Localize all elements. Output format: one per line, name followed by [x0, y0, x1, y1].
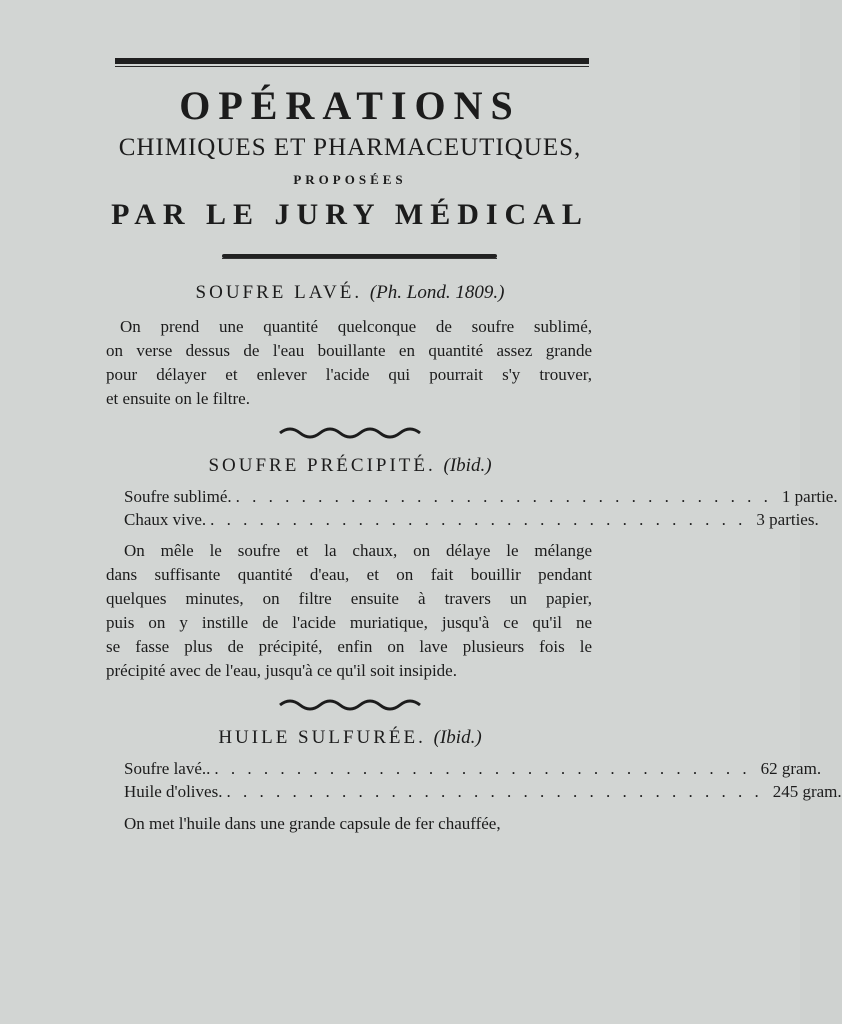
text-line: dans suffisante quantité d'eau, et on fait bouillir pendant [106, 565, 592, 584]
ingredient-qty: 1 partie. [781, 487, 838, 506]
text-line: On prend une quantité quelconque de soufre sublimé, [120, 317, 592, 336]
ingredient-row [124, 780, 842, 803]
title-proposees: PROPOSÉES [293, 172, 407, 187]
text-line: On mêle le soufre et la chaux, on délaye le mélange [124, 541, 592, 560]
ingredients-soufre-precipite [124, 485, 838, 531]
heading-soufre-precipite [0, 455, 700, 477]
paragraph-soufre-precipite [106, 539, 592, 683]
text-line: précipité avec de l'eau, jusqu'à ce qu'il soit insipide. [106, 661, 457, 680]
heading-text: SOUFRE PRÉCIPITÉ. [208, 455, 436, 476]
text-line: pour délayer et enlever l'acide qui pourrait s'y trouver, [106, 365, 592, 384]
title-operations: OPÉRATIONS [179, 83, 521, 128]
leader-dots: . . . . . . . . . . . . . . . . . . . . . . . . . . . . . . . . . [226, 782, 763, 801]
text-line: puis on y instille de l'acide muriatique, jusqu'à ce qu'il ne [106, 613, 592, 632]
top-double-rule [115, 58, 589, 64]
ornament-divider [270, 698, 430, 712]
leader-dots: . . . . . . . . . . . . . . . . . . . . . . . . . . . . . . . . . [235, 487, 772, 506]
top-thin-rule [115, 66, 589, 67]
heading-soufre-lave [0, 282, 700, 304]
ingredient-name: Soufre sublimé. [124, 487, 232, 506]
text-line: On met l'huile dans une grande capsule de fer chauffée, [124, 814, 501, 833]
section-rule-thin [222, 258, 497, 259]
ingredient-name: Huile d'olives. [124, 782, 223, 801]
text-line: et ensuite on le filtre. [106, 389, 250, 408]
ingredient-name: Chaux vive. [124, 510, 207, 529]
ingredient-qty: 62 gram. [760, 759, 822, 778]
title-jury-medical: PAR LE JURY MÉDICAL [111, 198, 589, 231]
text-line: on verse dessus de l'eau bouillante en quantité assez grande [106, 341, 592, 360]
paragraph-huile-sulfuree [106, 812, 592, 836]
heading-ref: (Ibid.) [443, 455, 492, 476]
ingredient-row [124, 508, 819, 531]
heading-text: SOUFRE LAVÉ. [195, 282, 363, 303]
heading-ref: (Ph. Lond. 1809.) [369, 282, 505, 303]
text-line: se fasse plus de précipité, enfin on lave plusieurs fois le [106, 637, 592, 656]
ingredient-row [124, 485, 838, 508]
title-chimiques: CHIMIQUES ET PHARMACEUTIQUES, [118, 134, 582, 161]
ingredient-qty: 245 gram. [772, 782, 842, 801]
ornament-divider [270, 426, 430, 440]
text-line: quelques minutes, on filtre ensuite à travers un papier, [106, 589, 592, 608]
heading-ref: (Ibid.) [433, 727, 482, 748]
ingredient-name: Soufre lavé.. [124, 759, 211, 778]
leader-dots: . . . . . . . . . . . . . . . . . . . . . . . . . . . . . . . . . [210, 510, 747, 529]
heading-text: HUILE SULFURÉE. [218, 727, 426, 748]
leader-dots: . . . . . . . . . . . . . . . . . . . . . . . . . . . . . . . . . [214, 759, 751, 778]
ingredient-qty: 3 parties. [756, 510, 819, 529]
heading-huile-sulfuree [0, 727, 700, 749]
ingredient-row [124, 757, 822, 780]
ingredients-huile-sulfuree [124, 757, 842, 803]
paragraph-soufre-lave [106, 315, 592, 411]
